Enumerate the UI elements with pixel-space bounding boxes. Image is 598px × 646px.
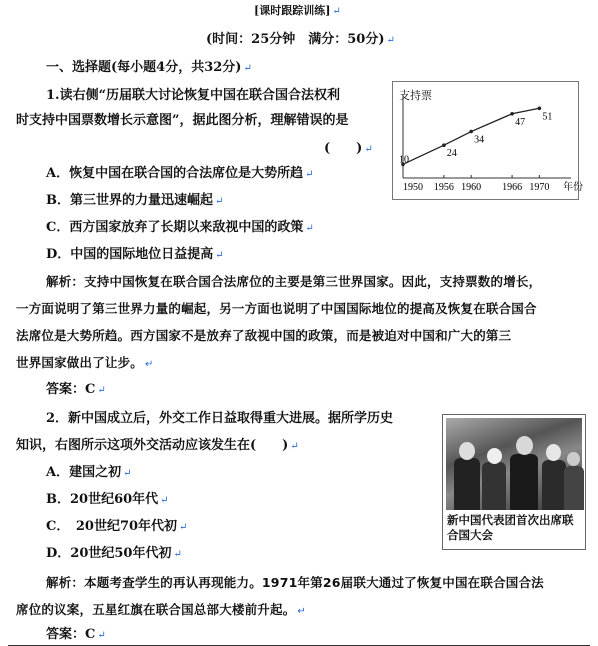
un-delegation-photo: [442, 414, 586, 550]
photo-caption: 新中国代表团首次出席联合国大会: [447, 513, 574, 542]
q2-answer: 答案：C ↵: [46, 627, 106, 642]
q2-analysis-line1: 解析：本题考查学生的再认再现能力。1971年第26届联大通过了恢复中国在联合国合法: [46, 575, 544, 590]
data-point: [538, 107, 542, 111]
q1-option-d: D．中国的国际地位日益提高 ↵: [46, 247, 224, 262]
q1-stem-line1: 1.读右侧“历届联大讨论恢复中国在联合国合法权利: [46, 88, 341, 103]
chart-title: 支持票: [399, 89, 432, 102]
q1-answer: 答案：C ↵: [46, 382, 106, 397]
q1-option-c: C．西方国家放弃了长期以来敌视中国的政策 ↵: [46, 220, 314, 235]
x-unit-label: 年份: [563, 182, 583, 193]
data-label: 51: [542, 111, 553, 123]
chart-svg: [393, 82, 583, 199]
data-point: [469, 130, 473, 134]
q1-blank: ( ) ↵: [324, 141, 373, 156]
data-point: [510, 112, 514, 116]
q2-option-b: B．20世纪60年代 ↵: [46, 492, 169, 507]
x-tick-label: 1970: [529, 182, 550, 193]
data-label: 10: [399, 154, 409, 166]
x-tick-label: 1956: [433, 182, 454, 193]
q1-analysis-line2: 一方面说明了第三世界力量的崛起，另一方面也说明了中国国际地位的提高及恢复在联合国合: [16, 301, 537, 316]
x-tick-label: 1960: [461, 182, 482, 193]
q2-stem-line1: 2．新中国成立后，外交工作日益取得重大进展。据所学历史: [46, 411, 394, 426]
q1-analysis-line3: 法席位是大势所趋。西方国家不是放弃了敌视中国的政策，而是被迫对中国和广大的第三: [16, 328, 512, 343]
q1-option-a: A．恢复中国在联合国的合法席位是大势所趋 ↵: [46, 166, 314, 181]
data-label: 47: [515, 116, 526, 128]
photo-image: [446, 418, 582, 510]
q2-analysis-line2: 席位的议案，五星红旗在联合国总部大楼前升起。 ↵: [16, 602, 306, 617]
time-score: (时间：25分钟 满分：50分) ↵: [206, 32, 395, 47]
q2-option-a: A．建国之初 ↵: [46, 465, 132, 480]
q1-option-b: B．第三世界的力量迅速崛起 ↵: [46, 193, 224, 208]
data-label: 34: [474, 134, 485, 146]
vote-chart: [392, 81, 583, 200]
q1-stem-line2: 时支持中国票数增长示意图”，据此图分析，理解错误的是: [16, 113, 349, 128]
data-point: [442, 143, 446, 147]
q2-option-d: D．20世纪50年代初 ↵: [46, 546, 182, 561]
section-title: 一、选择题(每小题4分，共32分) ↵: [46, 60, 252, 75]
q2-stem-line2: 知识，右图所示这项外交活动应该发生在( ) ↵: [16, 438, 299, 453]
q1-analysis-line1: 解析：支持中国恢复在联合国合法席位的主要是第三世界国家。因此，支持票数的增长，: [46, 274, 542, 289]
x-tick-label: 1966: [502, 182, 523, 193]
header-title: [课时跟踪训练] ↵: [254, 4, 341, 17]
q1-analysis-line4: 世界国家做出了让步。 ↵: [16, 355, 154, 370]
q2-option-c: C． 20世纪70年代初 ↵: [46, 519, 188, 534]
data-label: 24: [446, 148, 457, 160]
x-tick-label: 1950: [403, 182, 423, 193]
